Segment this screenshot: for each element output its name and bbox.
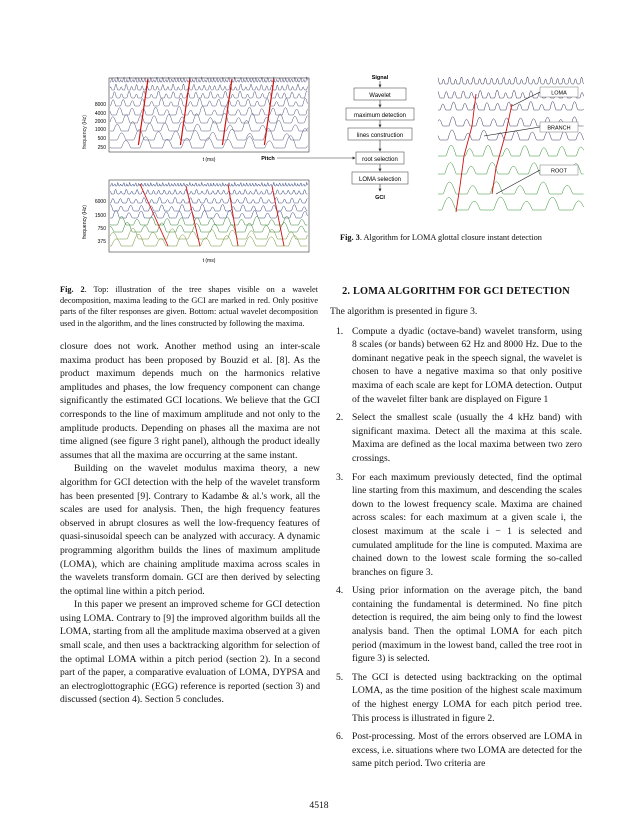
- fig2-bottom-ytick: 375: [97, 239, 106, 245]
- section-heading: 2. LOMA ALGORITHM FOR GCI DETECTION: [342, 286, 570, 297]
- loma-line: [456, 94, 476, 212]
- fig3-flowchart: [258, 70, 438, 220]
- flow-loma-label: LOMA selection: [358, 177, 402, 183]
- step-text: Compute a dyadic (octave-band) wavelet transform, using 8 scales (or bands) between 62 Hz and 8000 Hz. Due to the dominant negative peak in the speech signal, the wavelet is chosen to have a negative maxima so that only positive maxima of each scale are kept for LOMA detection. Output of the wavelet filter bank are displayed on Figure 1: [352, 325, 582, 405]
- step-text: Post-processing. Most of the errors observed are LOMA in excess, i.e. situations where two LOMA are detected for the same pitch period. Two criteria are: [352, 731, 582, 770]
- step-text: For each maximum previously detected, find the optimal line starting from this maximum, and descending the scales down to the lowest frequency scale. Maxima are chained across scales: for each maximum at a given scale i, the closest maximum at the scale i − 1 is selected and cumulated amplitude for the line is computed. Maxima are chained down to the lowest scale forming the so-called branches on figure 3.: [352, 471, 582, 578]
- fig2-caption-label: Fig. 2: [60, 285, 85, 294]
- algorithm-step: [330, 471, 582, 580]
- fig2-top-ytick: 2000: [94, 119, 106, 125]
- scale-trace: [110, 234, 307, 246]
- algorithm-step: [330, 325, 582, 407]
- fig2-top-ytick: 500: [97, 136, 106, 142]
- flow-root-label: root selection: [362, 157, 398, 163]
- flow-lines-label: lines construction: [356, 133, 404, 139]
- algorithm-step: [330, 584, 582, 666]
- fig3-caption-label: Fig. 3: [340, 233, 360, 242]
- body-paragraph: closure does not work. Another method using an inter-scale maxima product has been proposed by Bouzid et al. [8]. As the product maximum depends much on the harmonics relative amplitudes and phases, the low frequency component can change significantly the estimated GCI locations. We believe that the GCI corresponds to the line of maximum amplitude and not only to the amplitude products. Depending on phases all the maxima are not time aligned (see figure 3 right panel), although the product ideally assumes that all the maxima are occurring at the same instant.: [60, 341, 320, 461]
- step-number: 4.: [336, 585, 344, 597]
- fig2-top-ytick: 4000: [94, 111, 106, 117]
- scale-trace: [438, 77, 584, 84]
- step-text: Select the smallest scale (usually the 4 kHz band) with significant maxima. Detect all the maxima at this scale. Maxima are defined as the local maxima between two zero crossings.: [352, 412, 582, 464]
- fig2-bottom-xlabel: t (ms): [202, 258, 216, 264]
- step-number: 5.: [336, 671, 344, 683]
- algorithm-step: [330, 671, 582, 725]
- fig3-caption-text: . Algorithm for LOMA glottal closure instant detection: [359, 233, 542, 242]
- step-text: Using prior information on the average pitch, the band containing the fundamental is determined. No fine pitch detection is required, the aim being only to find the lowest analysis band. Then the optimal LOMA for each pitch period (maximum in the lowest band, called the tree root in figure 3) is selected.: [352, 585, 582, 665]
- step-number: 6.: [336, 731, 344, 743]
- algorithm-step: [330, 730, 582, 771]
- fig2-top-ytick: 250: [97, 145, 106, 151]
- loma-line: [492, 104, 512, 194]
- loma-line: [186, 186, 200, 246]
- flow-wavelet-label: Wavelet: [369, 93, 391, 99]
- fig2-top-ylabel: frequency (Hz): [82, 114, 88, 150]
- left-column: [60, 340, 320, 707]
- body-paragraph: Building on the wavelet modulus maxima theory, a new algorithm for GCI detection with the help of the wavelet transform has been presented [9]. Contrary to Kadambe & al.'s work, all the scales are used for analysis. Then, the high frequency features observed in abrupt closures as well the low-frequency features of quasi-sinusoidal speech can be analyzed with accuracy. A dynamic programming algorithm builds the lines of maximum amplitude (LOMA), which are chaining amplitude maxima across scales in the wavelets transform domain. GCI are then derived by selecting the optimal line within a pitch period.: [60, 463, 320, 597]
- step-number: 1.: [336, 325, 344, 337]
- fig2-top-ytick: 1000: [94, 127, 106, 133]
- scale-trace: [110, 228, 307, 239]
- section-intro: The algorithm is presented in figure 3.: [330, 306, 478, 317]
- fig2-caption-text: . Top: illustration of the tree shapes visible on a wavelet decomposition, maxima leading to the GCI are marked in red. Only positive parts of the filter responses are given. Bottom: actual wavelet decomposition used in the algorithm, and the lines constructed by following the maxima.: [60, 285, 318, 328]
- page-number: 4518: [309, 800, 329, 811]
- tree-loma-label: LOMA: [551, 90, 567, 97]
- fig2-top-ytick: 8000: [94, 102, 106, 108]
- fig2-bottom-ytick: 6000: [94, 199, 106, 205]
- flow-signal-label: Signal: [371, 75, 389, 81]
- step-text: The GCI is detected using backtracking on the optimal LOMA, as the time position of the highest scale maximum of the highest energy LOMA for each pitch period tree. This process is illustrated in figure 2.: [352, 671, 582, 724]
- algorithm-steps: [330, 325, 582, 771]
- scale-trace: [438, 145, 584, 156]
- fig2-bottom-ytick: 1500: [94, 213, 106, 219]
- flow-gci-label: GCI: [375, 195, 385, 201]
- fig2-bottom-ytick: 750: [97, 226, 106, 232]
- fig3-tree-illustration: [436, 76, 586, 222]
- loma-line: [140, 184, 168, 246]
- fig3-caption: [340, 232, 590, 243]
- fig2-top-xlabel: t (ms): [202, 157, 216, 163]
- fig2-bottom-ylabel: frequency (Hz): [82, 204, 88, 240]
- scale-trace: [438, 197, 584, 210]
- scale-trace: [110, 222, 307, 232]
- flow-pitch-label: Pitch: [261, 156, 275, 162]
- flow-maxdetect-label: maximum detection: [353, 113, 407, 119]
- step-number: 3.: [336, 471, 344, 483]
- algorithm-step: [330, 411, 582, 465]
- tree-root-label: ROOT: [551, 168, 567, 175]
- tree-branch-label: BRANCH: [547, 125, 571, 132]
- fig2-caption: [60, 284, 318, 329]
- body-paragraph: In this paper we present an improved scheme for GCI detection using LOMA. Contrary to [9] the improved algorithm builds all the LOMA, starting from all the amplitude maxima observed at a given small scale, and then uses a backtracking algorithm for selection of the optimal LOMA within a pitch period (section 2). In a second part of the paper, a comparative evaluation of LOMA, DYPSA and an electroglottographic (EGG) reference is reported (section 3) and discussed (section 4). Section 5 concludes.: [60, 599, 320, 706]
- right-column: [330, 286, 582, 776]
- step-number: 2.: [336, 412, 344, 424]
